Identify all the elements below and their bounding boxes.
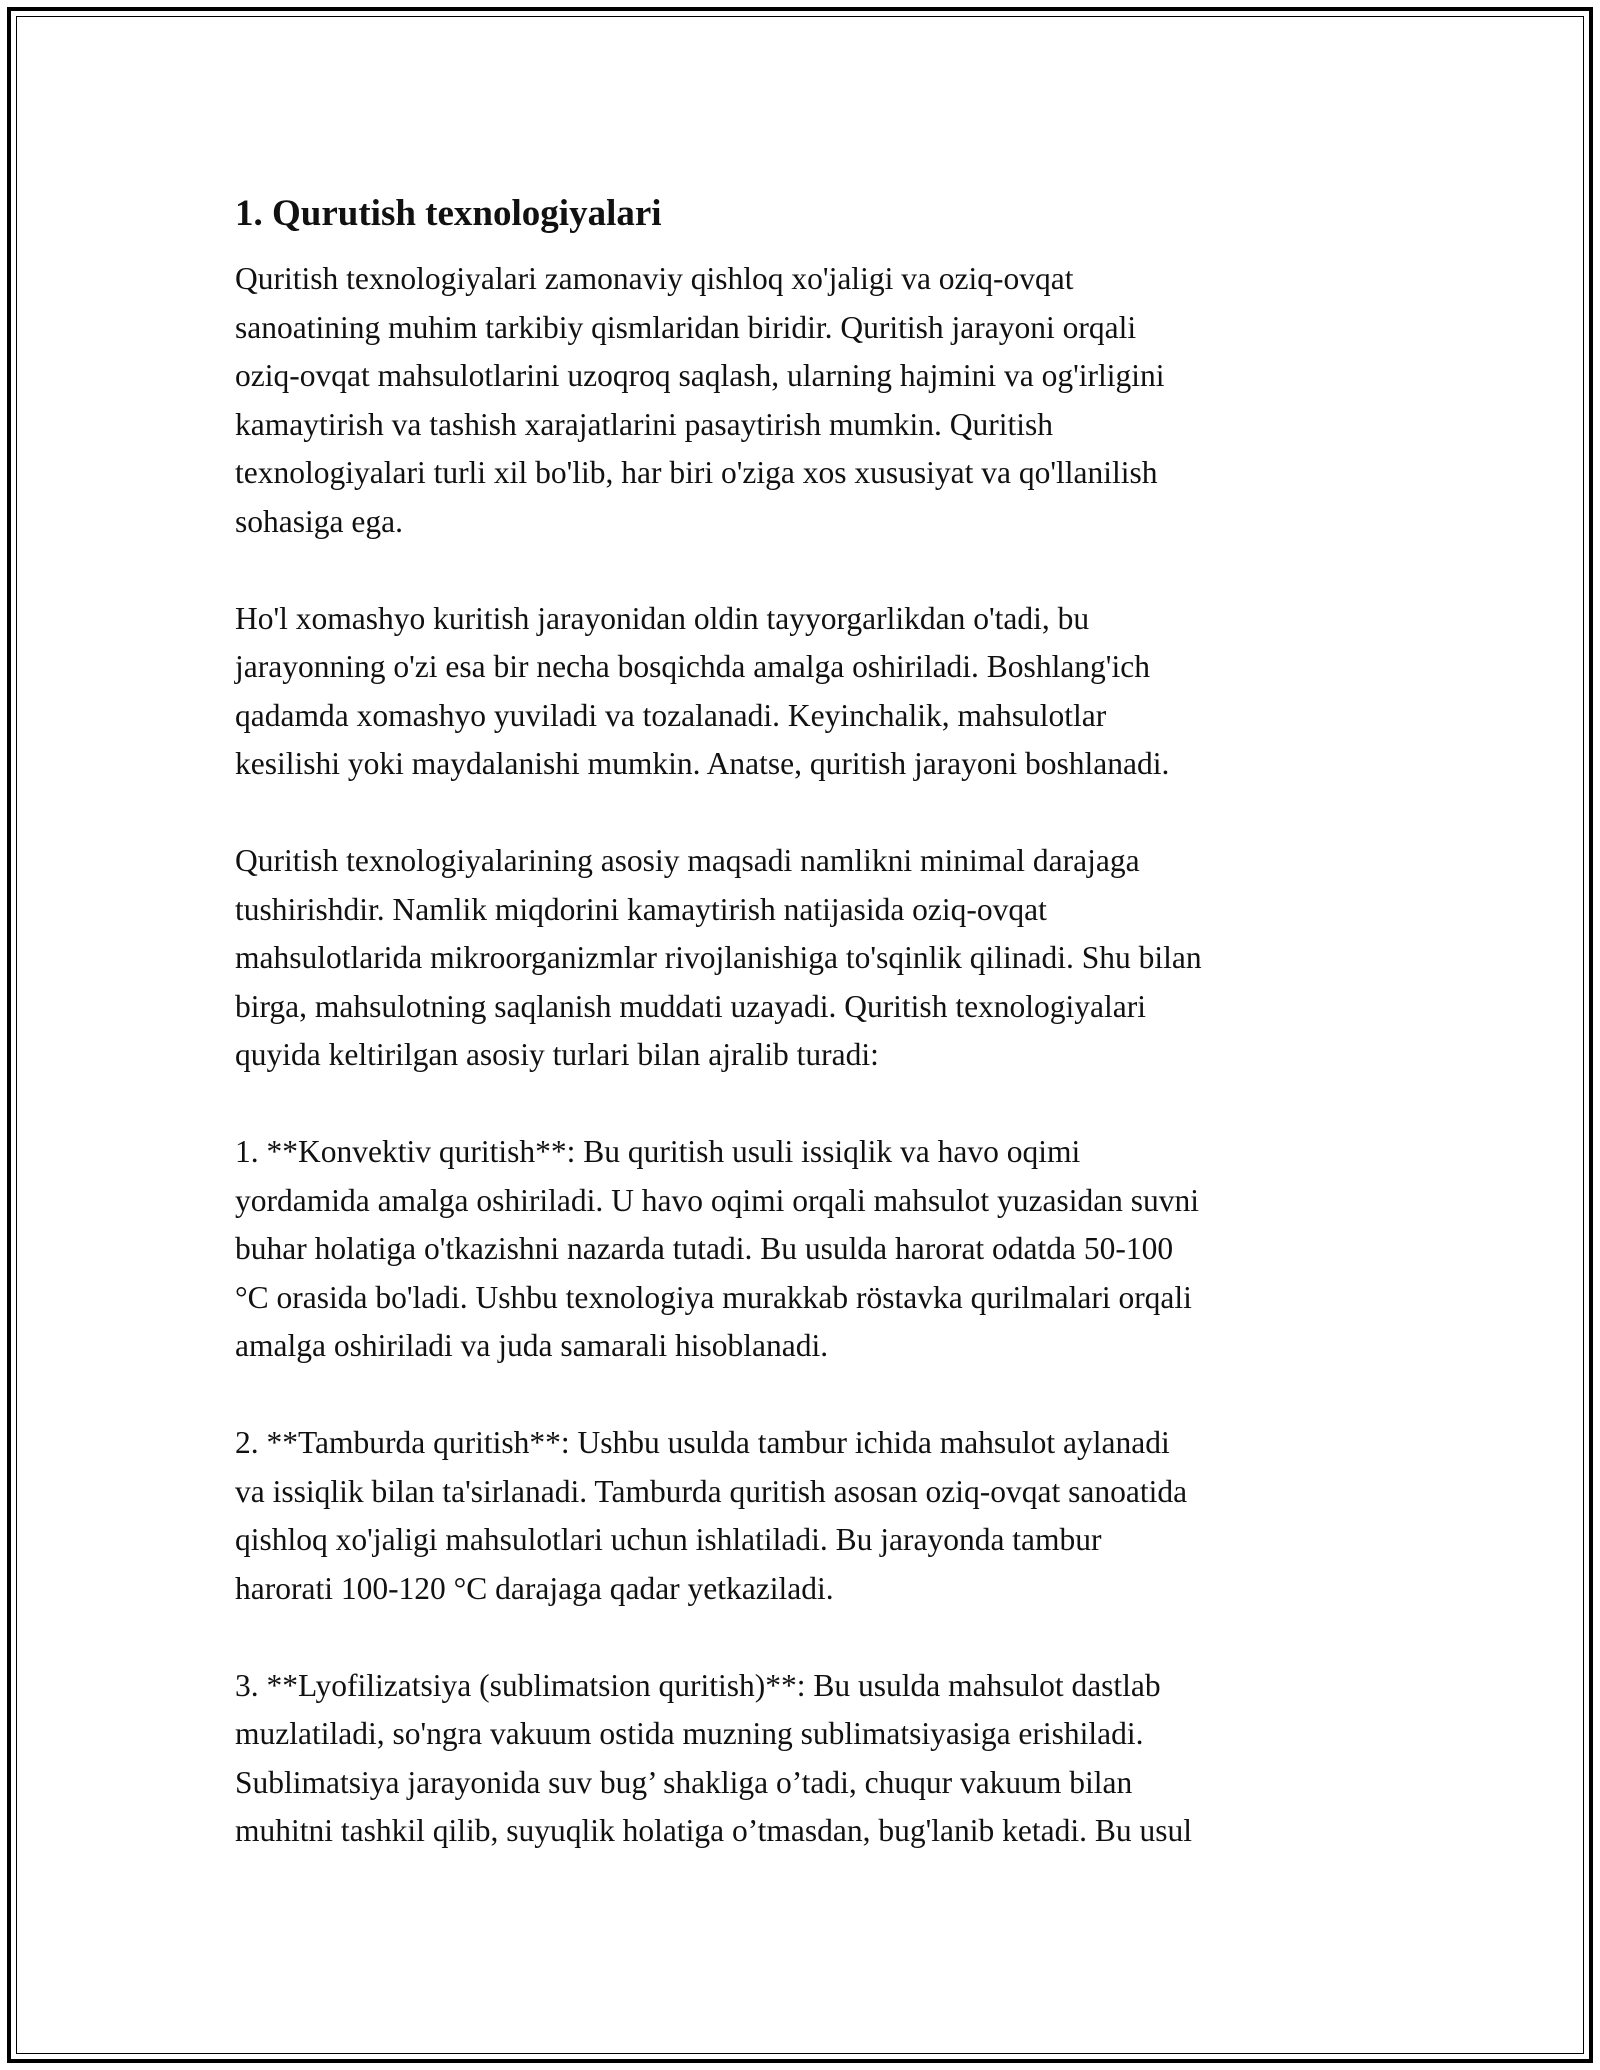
- paragraph-line: buhar holatiga o'tkazishni nazarda tutadi. Bu usulda harorat odatda 50-100: [235, 1231, 1174, 1266]
- paragraph-line: 3. **Lyofilizatsiya (sublimatsion quritish)**: Bu usulda mahsulot dastlab: [235, 1667, 1161, 1703]
- paragraph-line: Quritish texnologiyalari zamonaviy qishloq xo'jaligi va oziq-ovqat: [235, 261, 1074, 296]
- paragraph-line: muzlatiladi, so'ngra vakuum ostida muzning sublimatsiyasiga erishiladi.: [235, 1716, 1144, 1751]
- paragraph-line: birga, mahsulotning saqlanish muddati uzayadi. Quritish texnologiyalari: [235, 988, 1147, 1024]
- paragraph-line: jarayonning o'zi esa bir necha bosqichda amalga oshiriladi. Boshlang'ich: [235, 649, 1150, 684]
- paragraph-line: harorati 100-120 °C darajaga qadar yetkaziladi.: [235, 1570, 834, 1606]
- paragraph-line: quyida keltirilgan asosiy turlari bilan ajralib turadi:: [235, 1037, 879, 1072]
- paragraph-line: muhitni tashkil qilib, suyuqlik holatiga o’tmasdan, bug'lanib ketadi. Bu usul: [235, 1813, 1193, 1848]
- section-heading: 1. Qurutish texnologiyalari: [235, 193, 662, 234]
- paragraph-line: sanoatining muhim tarkibiy qismlaridan biridir. Quritish jarayoni orqali: [235, 309, 1137, 345]
- paragraph-line: °C orasida bo'ladi. Ushbu texnologiya murakkab röstavka qurilmalari orqali: [235, 1279, 1192, 1315]
- paragraph-line: 2. **Tamburda quritish**: Ushbu usulda tambur ichida mahsulot aylanadi: [235, 1425, 1170, 1460]
- paragraph-line: 1. **Konvektiv quritish**: Bu quritish usuli issiqlik va havo oqimi: [235, 1134, 1081, 1169]
- paragraph-line: mahsulotlarida mikroorganizmlar rivojlanishiga to'sqinlik qilinadi. Shu bilan: [235, 940, 1202, 975]
- paragraph-line: qadamda xomashyo yuviladi va tozalanadi. Keyinchalik, mahsulotlar: [235, 697, 1107, 733]
- paragraph-line: Quritish texnologiyalarining asosiy maqsadi namlikni minimal darajaga: [235, 843, 1140, 878]
- document-body: [235, 185, 1365, 1904]
- paragraph-line: kesilishi yoki maydalanishi mumkin. Anatse, quritish jarayoni boshlanadi.: [235, 746, 1170, 781]
- paragraph: [235, 837, 1365, 1080]
- paragraph-line: Ho'l xomashyo kuritish jarayonidan oldin tayyorgarlikdan o'tadi, bu: [235, 600, 1090, 636]
- paragraph-line: Sublimatsiya jarayonida suv bug’ shakliga o’tadi, chuqur vakuum bilan: [235, 1764, 1133, 1800]
- paragraph-line: yordamida amalga oshiriladi. U havo oqimi orqali mahsulot yuzasidan suvni: [235, 1182, 1200, 1218]
- paragraph-line: sohasiga ega.: [235, 503, 403, 539]
- paragraph-list: [235, 255, 1365, 1856]
- paragraph-line: tushirishdir. Namlik miqdorini kamaytirish natijasida oziq-ovqat: [235, 891, 1047, 927]
- paragraph: [235, 1662, 1365, 1856]
- paragraph: [235, 595, 1365, 789]
- paragraph: [235, 255, 1365, 546]
- paragraph: [235, 1128, 1365, 1371]
- paragraph-line: oziq-ovqat mahsulotlarini uzoqroq saqlash, ularning hajmini va og'irligini: [235, 358, 1165, 393]
- paragraph-line: texnologiyalari turli xil bo'lib, har biri o'ziga xos xususiyat va qo'llanilish: [235, 455, 1158, 490]
- paragraph: [235, 1419, 1365, 1613]
- paragraph-line: kamaytirish va tashish xarajatlarini pasaytirish mumkin. Quritish: [235, 406, 1053, 442]
- paragraph-line: qishloq xo'jaligi mahsulotlari uchun ishlatiladi. Bu jarayonda tambur: [235, 1522, 1102, 1557]
- paragraph-line: amalga oshiriladi va juda samarali hisoblanadi.: [235, 1328, 829, 1363]
- paragraph-line: va issiqlik bilan ta'sirlanadi. Tamburda quritish asosan oziq-ovqat sanoatida: [235, 1473, 1188, 1509]
